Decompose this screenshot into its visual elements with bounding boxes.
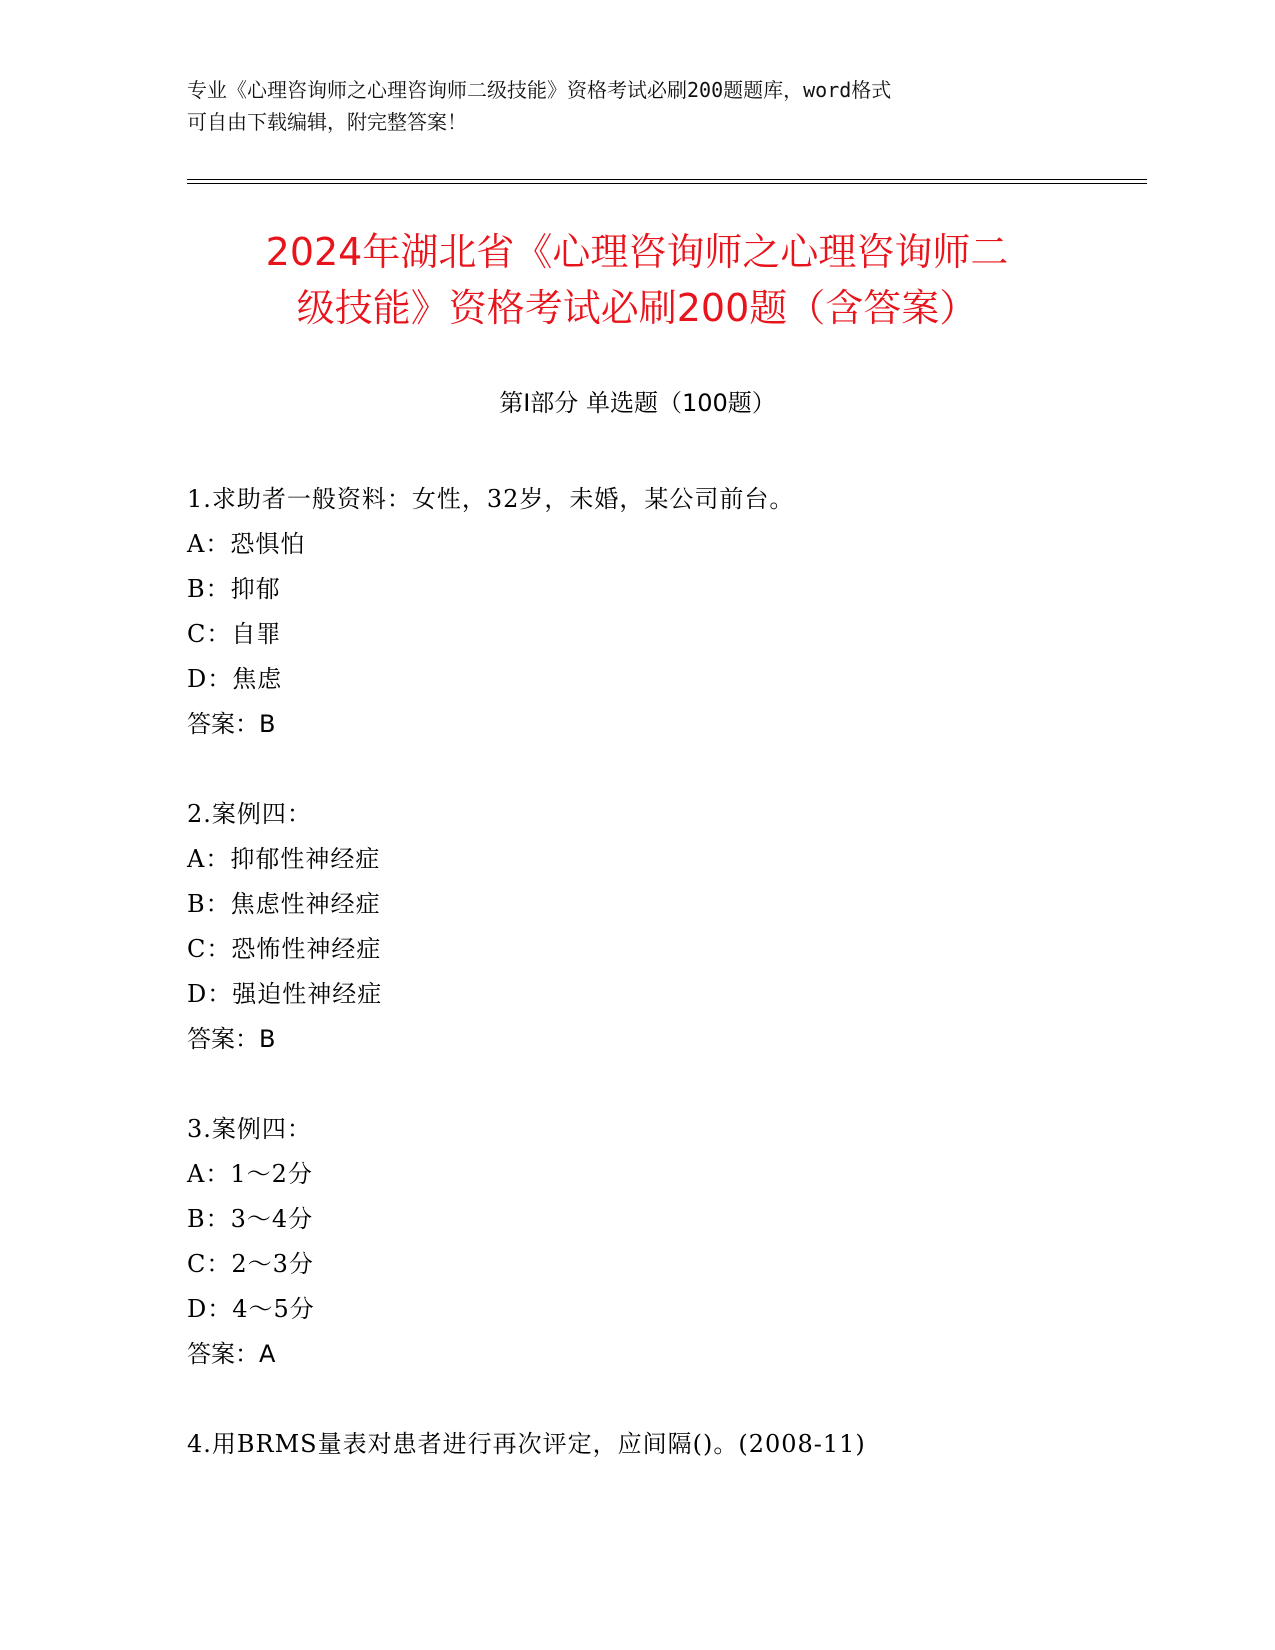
answer-line: 答案：A bbox=[187, 1340, 276, 1368]
answer-line: 答案：B bbox=[187, 1025, 276, 1053]
option-d: D：4～5分 bbox=[187, 1295, 315, 1323]
intro-line-2: 可自由下载编辑，附完整答案！ bbox=[187, 110, 467, 134]
option-b: B：3～4分 bbox=[187, 1205, 314, 1233]
option-a: A：抑郁性神经症 bbox=[187, 845, 381, 873]
option-a: A：恐惧怕 bbox=[187, 530, 306, 558]
question-stem: 4.用BRMS量表对患者进行再次评定，应间隔()。(2008-11) bbox=[187, 1430, 866, 1458]
option-d: D：强迫性神经症 bbox=[187, 980, 383, 1008]
answer-line: 答案：B bbox=[187, 710, 276, 738]
option-c: C：自罪 bbox=[187, 620, 282, 648]
question-3 bbox=[187, 1107, 1087, 1377]
option-c: C：恐怖性神经症 bbox=[187, 935, 382, 963]
question-list bbox=[187, 477, 1087, 1512]
title-line-1: 2024年湖北省《心理咨询师之心理咨询师二 bbox=[265, 230, 1009, 274]
document-intro bbox=[187, 74, 1087, 138]
option-c: C：2～3分 bbox=[187, 1250, 314, 1278]
question-stem: 2.案例四： bbox=[187, 800, 312, 828]
question-stem: 1.求助者一般资料：女性，32岁，未婚，某公司前台。 bbox=[187, 485, 795, 513]
question-1 bbox=[187, 477, 1087, 747]
intro-line-1: 专业《心理咨询师之心理咨询师二级技能》资格考试必刷200题题库，word格式 bbox=[187, 78, 892, 102]
header-rule-top bbox=[187, 179, 1147, 180]
option-b: B：焦虑性神经症 bbox=[187, 890, 381, 918]
header-rule-bottom bbox=[187, 183, 1147, 184]
option-a: A：1～2分 bbox=[187, 1160, 313, 1188]
document-title bbox=[187, 224, 1087, 336]
question-4 bbox=[187, 1422, 1087, 1467]
question-2 bbox=[187, 792, 1087, 1062]
option-b: B：抑郁 bbox=[187, 575, 281, 603]
option-d: D：焦虑 bbox=[187, 665, 283, 693]
section-heading: 第Ⅰ部分 单选题（100题） bbox=[499, 389, 776, 417]
title-line-2: 级技能》资格考试必刷200题（含答案） bbox=[296, 286, 978, 330]
question-stem: 3.案例四： bbox=[187, 1115, 312, 1143]
